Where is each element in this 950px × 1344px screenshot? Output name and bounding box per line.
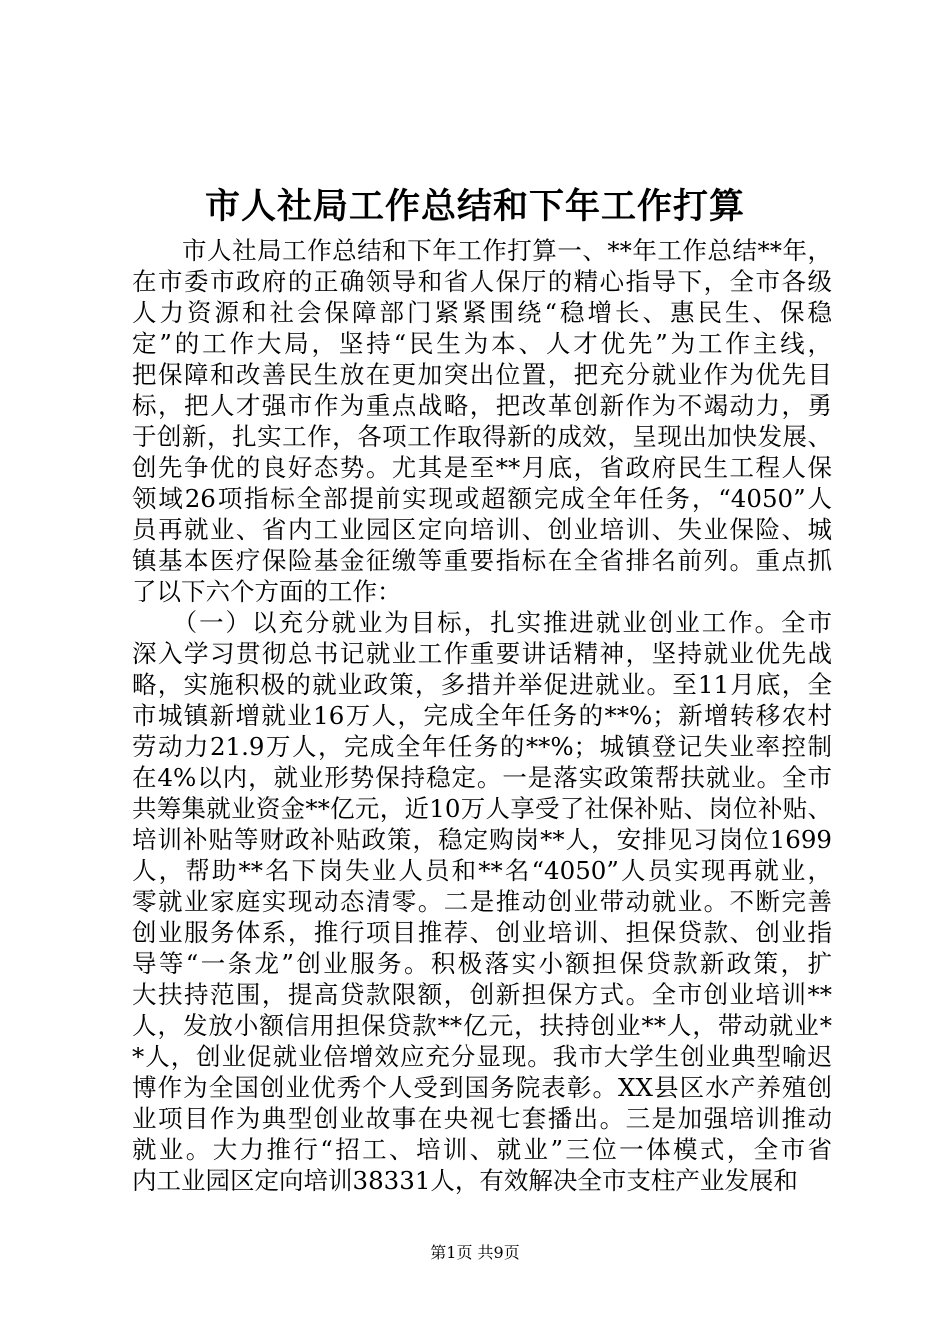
body-line: *人，创业促就业倍增效应充分显现。我市大学生创业典型喻迟 [132,1042,832,1071]
body-line: 人力资源和社会保障部门紧紧围绕“稳增长、惠民生、保稳 [132,298,832,327]
body-line: 人，帮助**名下岗失业人员和**名“4050”人员实现再就业， [132,856,832,885]
body-line: 在市委市政府的正确领导和省人保厅的精心指导下，全市各级 [132,267,832,296]
body-line: 业项目作为典型创业故事在央视七套播出。三是加强培训推动 [132,1104,832,1133]
body-line: 创业服务体系，推行项目推荐、创业培训、担保贷款、创业指 [132,918,832,947]
body-line: 略，实施积极的就业政策，多措并举促进就业。至11月底，全 [132,670,832,699]
body-line: 就业。大力推行“招工、培训、就业”三位一体模式，全市省 [132,1135,832,1164]
body-line: （一）以充分就业为目标，扎实推进就业创业工作。全市 [132,608,832,637]
body-line: 人，发放小额信用担保贷款**亿元，扶持创业**人，带动就业* [132,1011,832,1040]
body-line: 员再就业、省内工业园区定向培训、创业培训、失业保险、城 [132,515,832,544]
body-line: 领域26项指标全部提前实现或超额完成全年任务，“4050”人 [132,484,832,513]
body-line: 博作为全国创业优秀个人受到国务院表彰。XX县区水产养殖创 [132,1073,832,1102]
body-line: 深入学习贯彻总书记就业工作重要讲话精神，坚持就业优先战 [132,639,832,668]
body-line: 标，把人才强市作为重点战略，把改革创新作为不竭动力，勇 [132,391,832,420]
body-line: 在4%以内，就业形势保持稳定。一是落实政策帮扶就业。全市 [132,763,832,792]
body-line: 培训补贴等财政补贴政策，稳定购岗**人，安排见习岗位1699 [132,825,832,854]
body-line: 把保障和改善民生放在更加突出位置，把充分就业作为优先目 [132,360,832,389]
body-line: 内工业园区定向培训38331人，有效解决全市支柱产业发展和 [132,1166,798,1195]
body-line: 镇基本医疗保险基金征缴等重要指标在全省排名前列。重点抓 [132,546,832,575]
body-line: 市人社局工作总结和下年工作打算一、**年工作总结**年， [132,236,832,265]
body-line: 于创新，扎实工作，各项工作取得新的成效，呈现出加快发展、 [132,422,832,451]
body-line: 了以下六个方面的工作： [132,577,402,606]
body-line: 市城镇新增就业16万人，完成全年任务的**%；新增转移农村 [132,701,832,730]
document-title: 市人社局工作总结和下年工作打算 [204,186,745,227]
body-line: 大扶持范围，提高贷款限额，创新担保方式。全市创业培训** [132,980,832,1009]
body-line: 劳动力21.9万人，完成全年任务的**%；城镇登记失业率控制 [132,732,832,761]
document-body [132,235,832,1196]
body-line: 导等“一条龙”创业服务。积极落实小额担保贷款新政策，扩 [132,949,832,978]
body-line: 定”的工作大局，坚持“民生为本、人才优先”为工作主线， [132,329,832,358]
body-line: 创先争优的良好态势。尤其是至**月底，省政府民生工程人保 [132,453,832,482]
body-line: 共筹集就业资金**亿元，近10万人享受了社保补贴、岗位补贴、 [132,794,832,823]
body-line: 零就业家庭实现动态清零。二是推动创业带动就业。不断完善 [132,887,832,916]
page-footer: 第1页 共9页 [430,1243,520,1262]
